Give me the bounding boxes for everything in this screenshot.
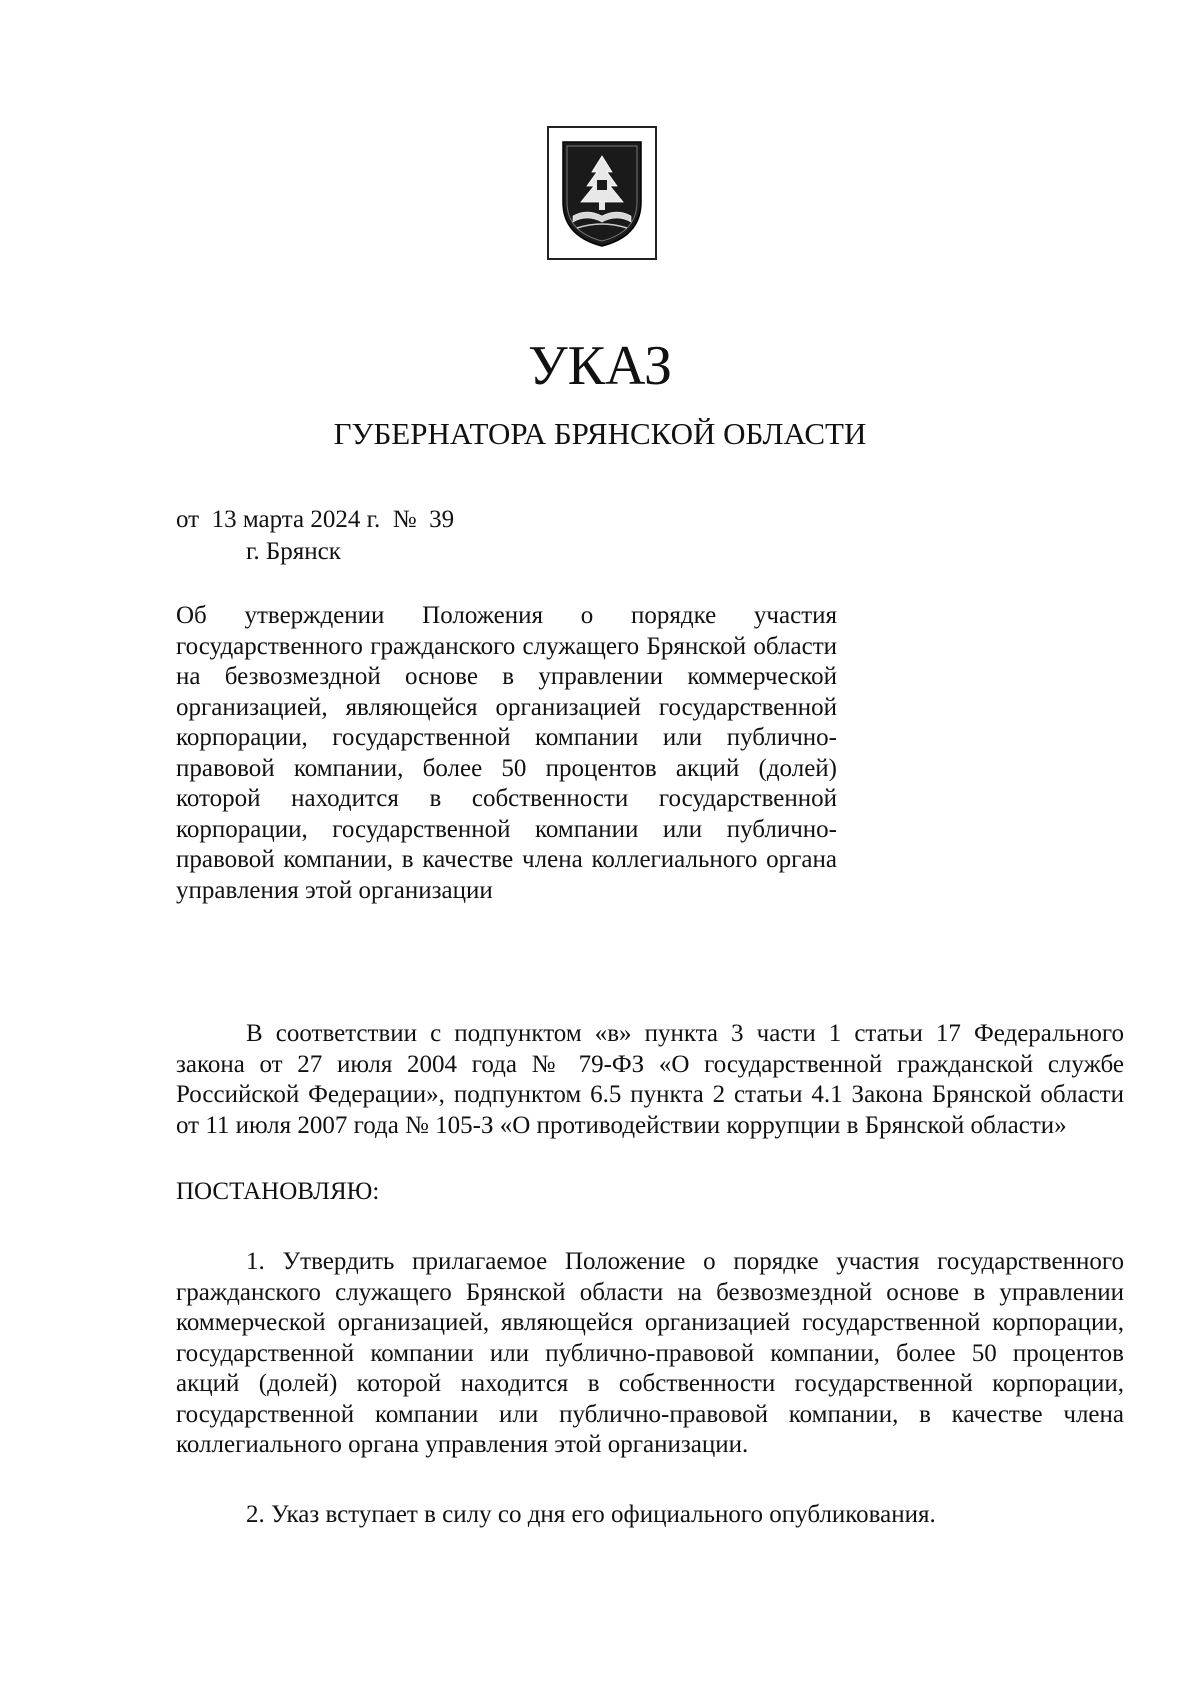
decree-item-2: 2. Указ вступает в силу со дня его официального опубликования. xyxy=(246,1501,936,1528)
document-title: УКАЗ xyxy=(527,335,673,397)
document-subtitle: ГУБЕРНАТОРА БРЯНСКОЙ ОБЛАСТИ xyxy=(333,416,867,451)
document-city: г. Брянск xyxy=(246,538,341,565)
coat-of-arms-emblem xyxy=(547,126,657,260)
coat-of-arms-icon xyxy=(549,128,655,258)
decree-item-1: 1. Утвердить прилагаемое Положение о порядке участия государственного гражданского служащего Брянской области на безвозмездной основе в управлении коммерческой организацией, являющейся организацией государственной корпорации, государственной компании или публично-правовой компании, более 50 процентов акций (долей) которой находится в собственности государственной корпорации, государственной компании или публично-правовой компании, в качестве члена коллегиального органа управления этой организации. xyxy=(176,1248,1124,1458)
preamble-paragraph: В соответствии с подпунктом «в» пункта 3 части 1 статьи 17 Федерального закона от 27 июля 2004 года № 79-ФЗ «О государственной гражданской службе Российской Федерации», подпунктом 6.5 пункта 2 статьи 4.1 Закона Брянской области от 11 июля 2007 года № 105-З «О противодействии коррупции в Брянской области» xyxy=(176,1020,1124,1139)
document-date-number: от 13 марта 2024 г. № 39 xyxy=(176,506,455,533)
decree-word: ПОСТАНОВЛЯЮ: xyxy=(176,1178,380,1205)
document-subject: Об утверждении Положения о порядке участия государственного гражданского служащего Брянской области на безвозмездной основе в управлении коммерческой организацией, являющейся организацией государственной корпорации, государственной компании или публично-правовой компании, более 50 процентов акций (долей) которой находится в собственности государственной корпорации, государственной компании или публично-правовой компании, в качестве члена коллегиального органа управления этой организации xyxy=(176,602,837,904)
